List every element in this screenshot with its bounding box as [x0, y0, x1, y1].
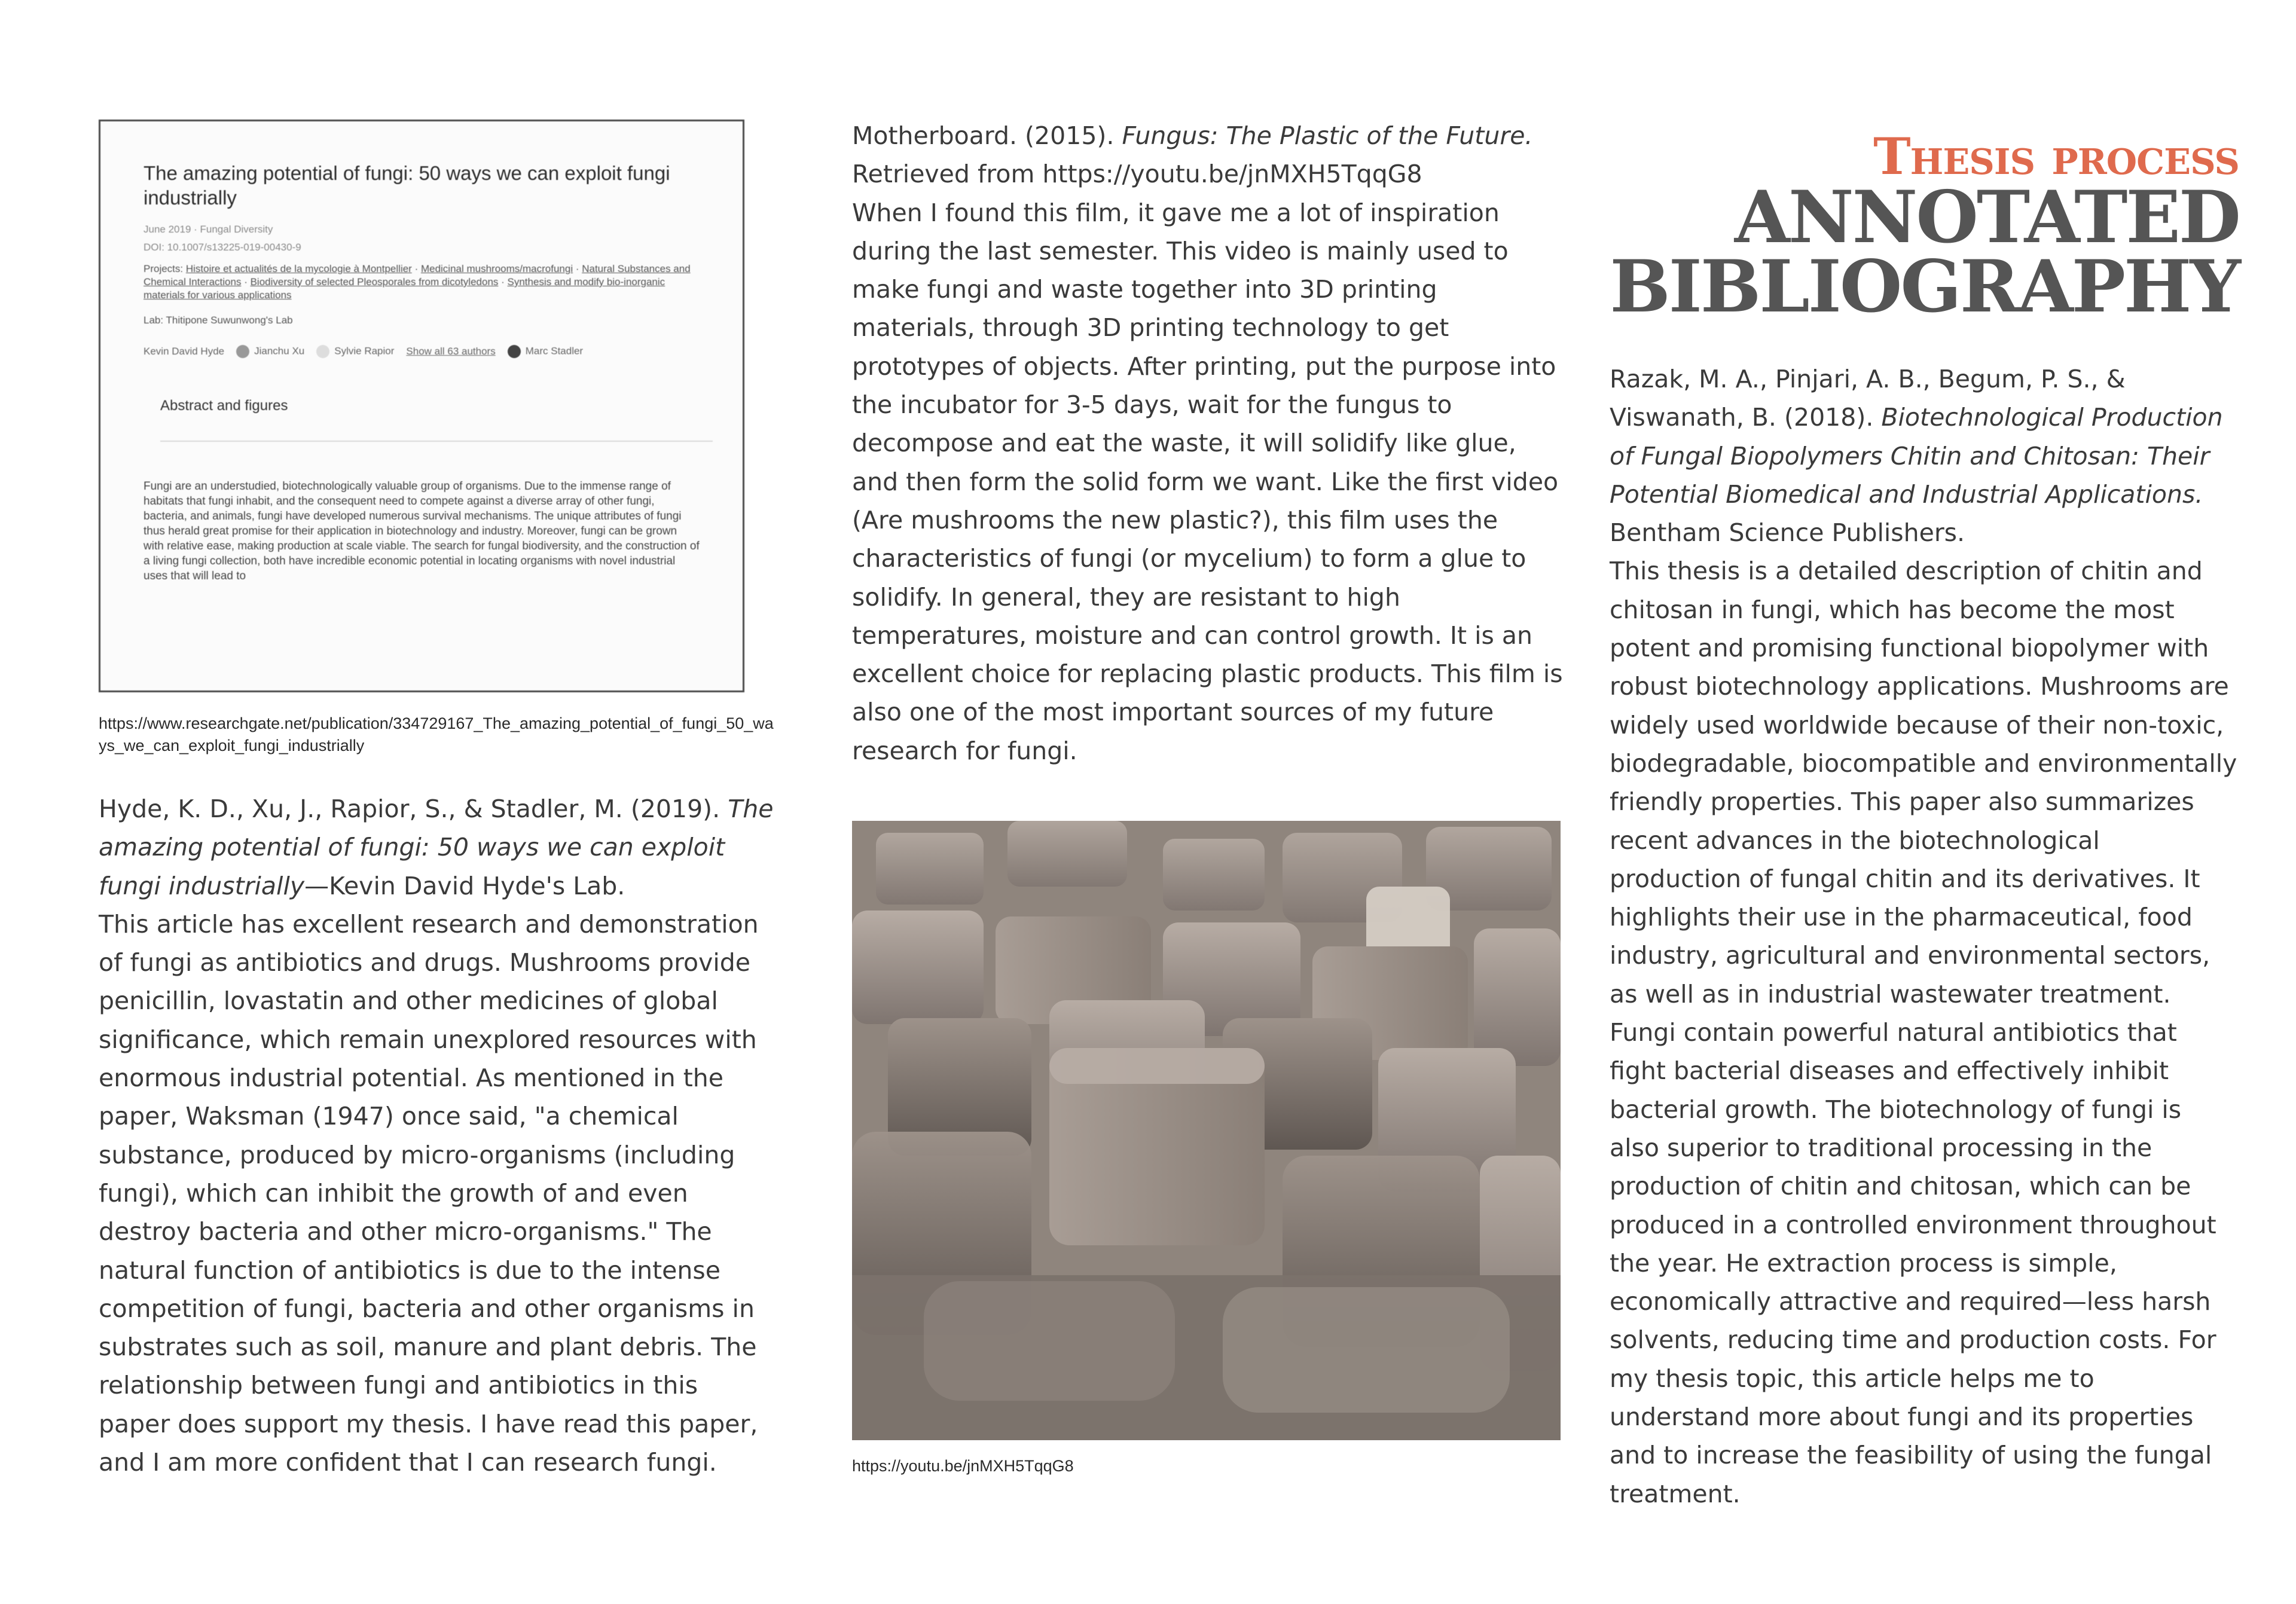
rg-paper-title: The amazing potential of fungi: 50 ways we can exploit fungi industrially	[144, 162, 670, 209]
entry-1-annotation: This article has excellent research and demonstration of fungi as antibiotics and drugs. Mushrooms provide penicillin, lovastatin and other medicines of global significance, which remain unexplored resources with enormous industrial potential. As mentioned in the paper, Waksman (1947) once said, "a chemical substance, produced by micro-organisms (including fungi), which can inhibit the growth of and even destroy bacteria and other micro-organisms." The natural function of antibiotics is due to the intense competition of fungi, bacteria and other organisms in substrates such as soil, manure and plant debris. The relationship between fungi and antibiotics in this paper does support my thesis. I have read this paper, and I am more confident that I can research fungi.	[99, 909, 759, 1477]
entry-2-retrieved: Retrieved from https://youtu.be/jnMXH5TqqG8	[852, 160, 1422, 189]
entry-2-text	[852, 117, 1564, 770]
entry-1-text	[99, 790, 774, 1481]
avatar	[236, 345, 249, 358]
rg-project-link[interactable]: Histoire et actualités de la mycologie à Montpellier	[185, 263, 412, 274]
rg-abstract: Fungi are an understudied, biotechnologically valuable group of organisms. Due to the immense range of habitats that fungi inhabit, and the consequent need to compete against a diverse array of other fungi, bacteria, and animals, fungi have developed numerous survival mechanisms. The unique attributes of fungi thus herald great promise for their application in biotechnology and industry. Moreover, fungi can be grown with relative ease, making production at scale viable. The search for fungal biodiversity, and the construction of a living fungi collection, both have incredible economic potential in locating organisms with novel industrial uses that will lead to	[144, 480, 700, 582]
video-still-caption: https://youtu.be/jnMXH5TqqG8	[852, 1457, 1074, 1475]
entry-1-column	[99, 120, 774, 1481]
rg-project-link[interactable]: Synthesis and modify bio-inorganic materials for various applications	[144, 276, 665, 301]
rg-author[interactable]: Kevin David Hyde	[144, 346, 225, 357]
rg-author[interactable]: Sylvie Rapior	[316, 345, 394, 358]
rg-project-link[interactable]: Biodiversity of selected Pleosporales from dicotyledons	[250, 276, 499, 288]
header-title-line1: ANNOTATED	[1734, 175, 2239, 259]
researchgate-screenshot	[99, 120, 744, 692]
rg-author[interactable]: Marc Stadler	[508, 345, 583, 358]
rg-show-all-authors[interactable]: Show all 63 authors	[406, 346, 496, 357]
rg-author[interactable]: Jianchu Xu	[236, 345, 304, 358]
header-title-line2: BIBLIOGRAPHY	[1610, 245, 2239, 329]
rg-projects-label: Projects:	[144, 263, 184, 274]
avatar	[316, 345, 329, 358]
rg-abstract-heading[interactable]: Abstract and figures	[160, 398, 288, 414]
entry-2-citation: Motherboard. (2015). Fungus: The Plastic of the Future.	[852, 121, 1533, 150]
rg-divider	[160, 441, 713, 442]
entry-3-annotation: This thesis is a detailed description of chitin and chitosan in fungi, which has become the most potent and promising functional biopolymer with robust biotechnology applications. Mushrooms are widely used worldwide because of their non-toxic, biodegradable, biocompatible and environmentally friendly properties. This paper also summarizes recent advances in the biotechnological production of fungal chitin and its derivatives. It highlights their use in the pharmaceutical, food industry, agricultural and environmental sectors, as well as in industrial wastewater treatment. Fungi contain powerful natural antibiotics that fight bacterial diseases and effectively inhibit bacterial growth. The biotechnology of fungi is also superior to traditional processing in the production of chitin and chitosan, which can be produced in a controlled environment throughout the year. He extraction process is simple, economically attractive and required—less harsh solvents, reducing time and production costs. For my thesis topic, this article helps me to understand more about fungi and its properties and to increase the feasibility of using the fungal treatment.	[1610, 557, 2237, 1508]
entry-1-citation: Hyde, K. D., Xu, J., Rapior, S., & Stadler, M. (2019). The amazing potential of fungi: 50 ways we can exploit fungi industrially—Kevin David Hyde's Lab.	[99, 795, 774, 900]
header-kicker: Thesis process	[1873, 127, 2239, 186]
screenshot-caption: https://www.researchgate.net/publication/334729167_The_amazing_potential_of_fungi_50_ways_we_can_exploit_fungi_industrially	[99, 714, 774, 754]
fungal-blocks-illustration	[852, 821, 1561, 1440]
video-still-image	[852, 821, 1561, 1440]
avatar	[508, 345, 521, 358]
entry-3-column	[1610, 360, 2239, 1513]
entry-3-citation: Razak, M. A., Pinjari, A. B., Begum, P. S., & Viswanath, B. (2018). Biotechnological Production of Fungal Biopolymers Chitin and Chitosan: Their Potential Biomedical and Industrial Applications. Bentham Science Publishers.	[1610, 365, 2223, 548]
rg-project-link[interactable]: Natural Substances and Chemical Interactions	[144, 263, 691, 288]
page-header	[1610, 127, 2239, 329]
rg-authors	[144, 345, 713, 358]
rg-projects: Projects: Histoire et actualités de la mycologie à Montpellier · Medicinal mushrooms/macrofungi · Natural Substances and Chemical Interactions · Biodiversity of selected Pleosporales from dicotyledons · Synthesis and modify bio-inorganic materials for various applications	[144, 263, 691, 301]
rg-meta: June 2019 · Fungal Diversity	[144, 224, 273, 235]
entry-2-annotation: When I found this film, it gave me a lot of inspiration during the last semester. This video is mainly used to make fungi and waste together into 3D printing materials, through 3D printing technology to get prototypes of objects. After printing, put the purpose into the incubator for 3-5 days, wait for the fungus to decompose and eat the waste, it will solidify like glue, and then form the solid form we want. Like the first video (Are mushrooms the new plastic?), this film uses the characteristics of fungi (or mycelium) to form a glue to solidify. In general, they are resistant to high temperatures, moisture and can control growth. It is an excellent choice for replacing plastic products. This film is also one of the most important sources of my future research for fungi.	[852, 198, 1563, 765]
entry-2-column	[852, 117, 1564, 770]
rg-doi: DOI: 10.1007/s13225-019-00430-9	[144, 242, 301, 253]
entry-3-text	[1610, 360, 2239, 1513]
rg-lab[interactable]: Lab: Thitipone Suwunwong's Lab	[144, 314, 293, 326]
rg-project-link[interactable]: Medicinal mushrooms/macrofungi	[420, 263, 573, 274]
